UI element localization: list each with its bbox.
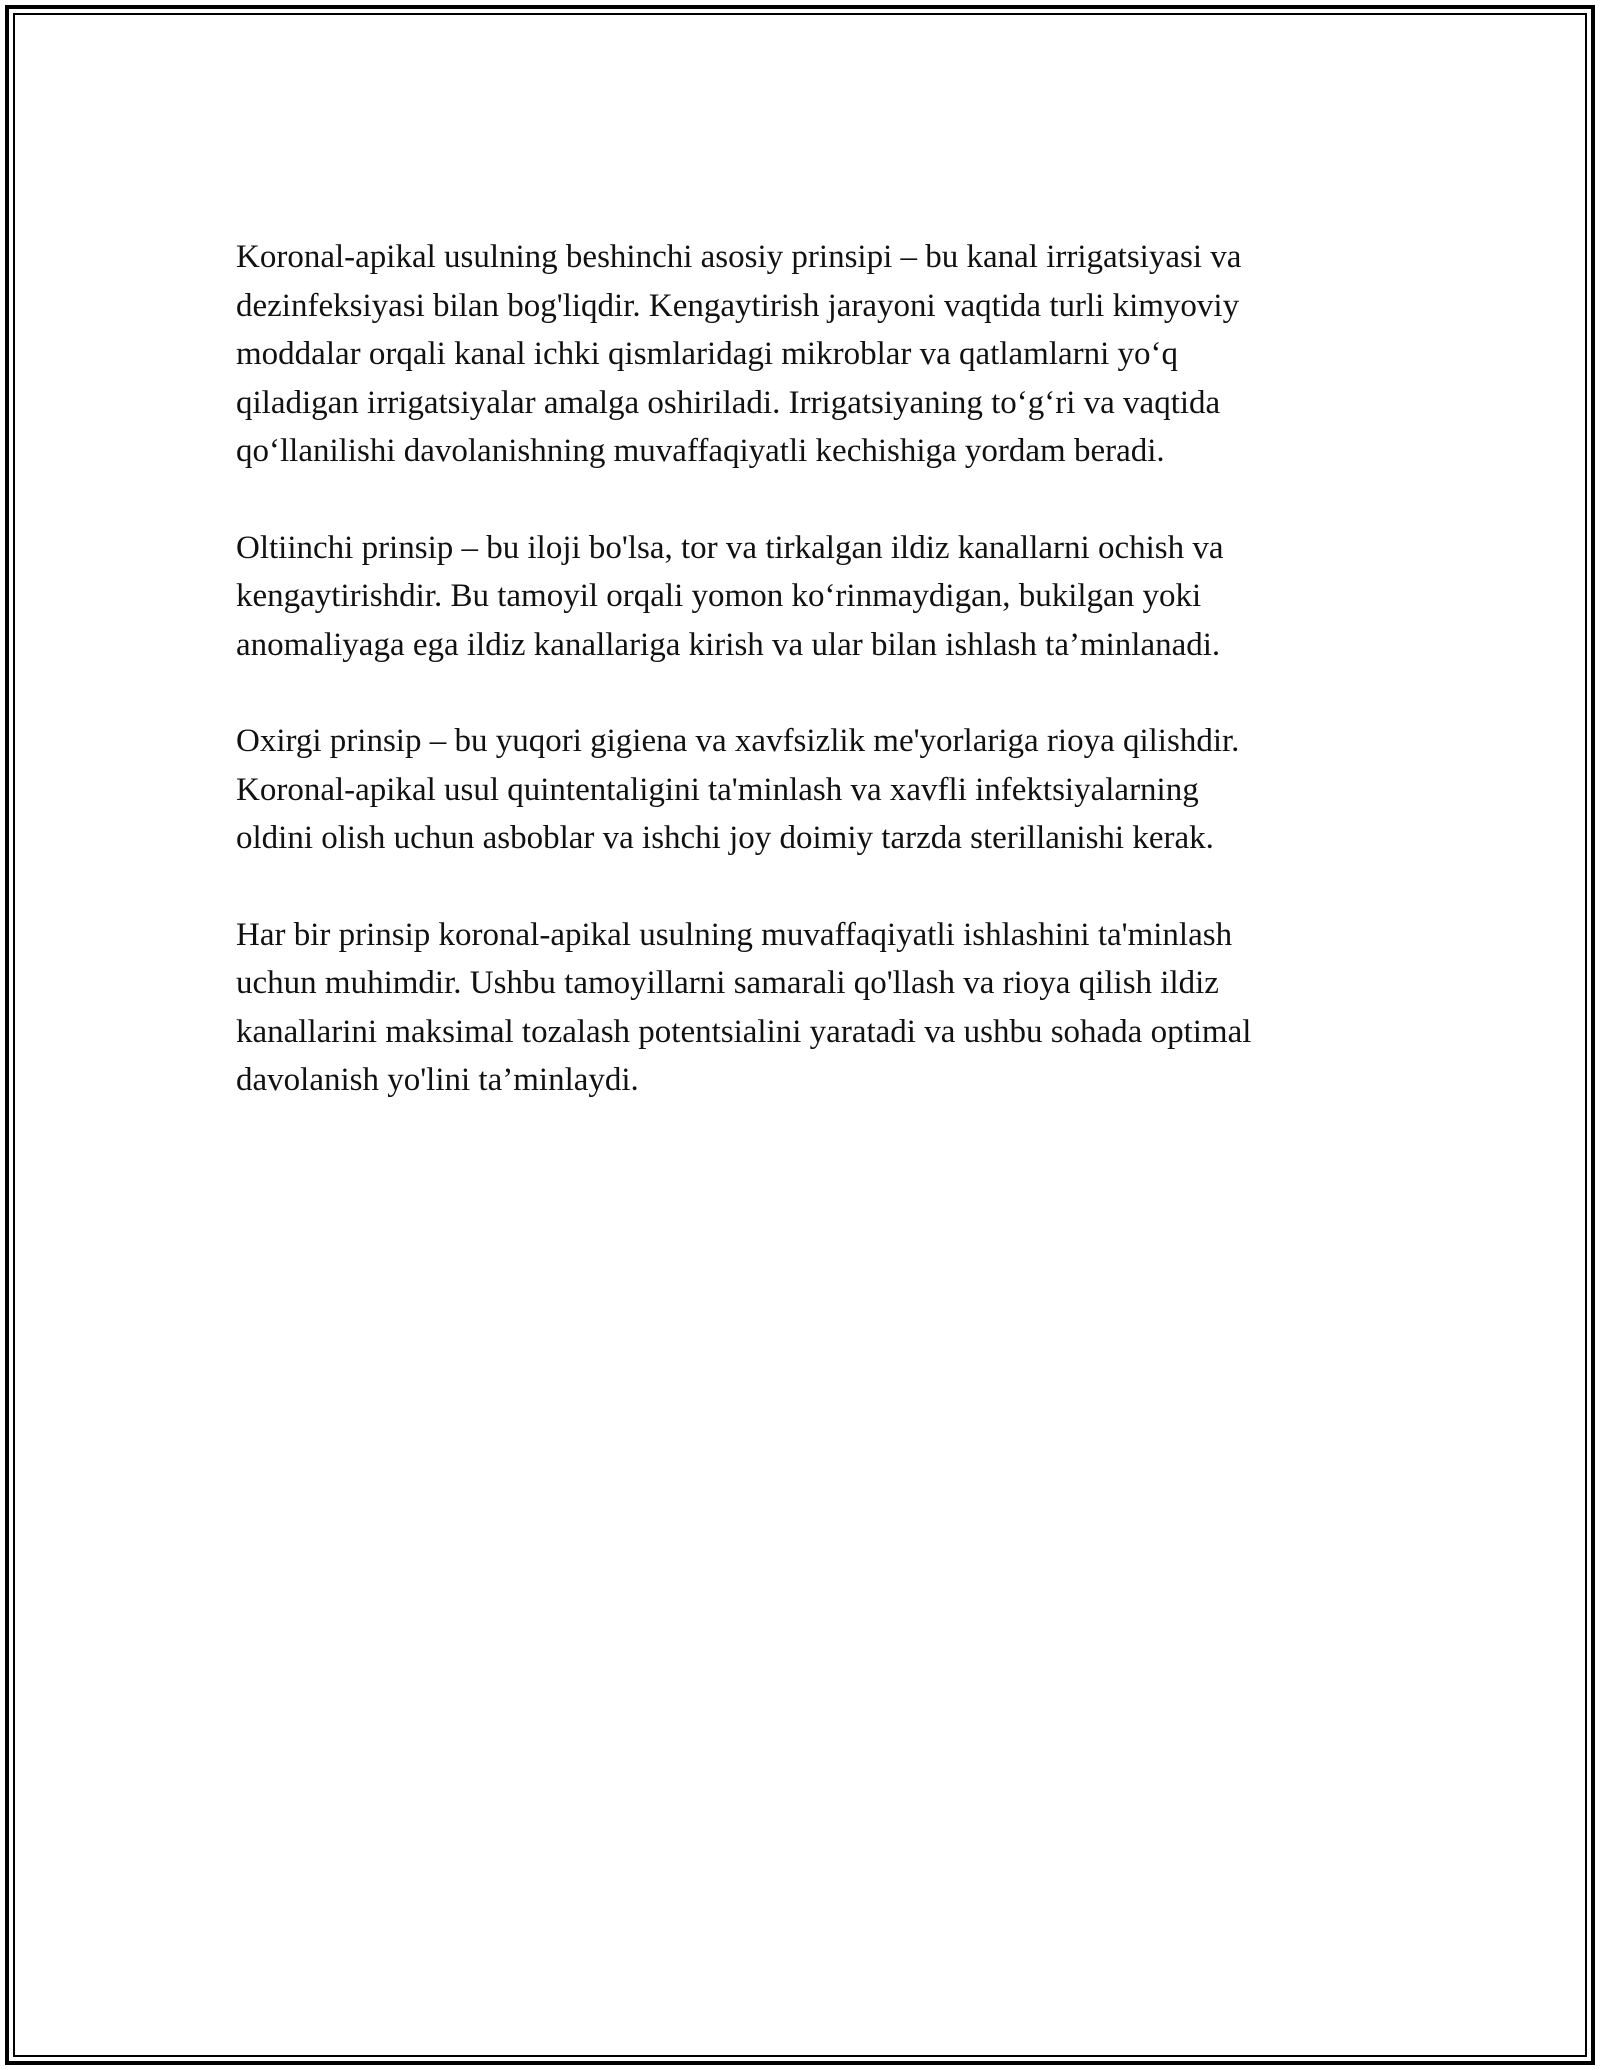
text-line: Oltiinchi prinsip – bu iloji bo'lsa, tor va tirkalgan ildiz kanallarni ochish va bbox=[236, 529, 1224, 566]
paragraph-conclusion bbox=[236, 911, 1386, 1105]
paragraph-final-principle bbox=[236, 717, 1386, 863]
text-line: davolanish yo'lini ta’minlaydi. bbox=[236, 1062, 639, 1098]
text-line: oldini olish uchun asboblar va ishchi joy doimiy tarzda sterillanishi kerak. bbox=[236, 820, 1214, 856]
text-line: Koronal-apikal usulning beshinchi asosiy prinsipi – bu kanal irrigatsiyasi va bbox=[236, 239, 1242, 275]
text-line: anomaliyaga ega ildiz kanallariga kirish va ular bilan ishlash ta’minlanadi. bbox=[236, 626, 1221, 663]
document-body bbox=[236, 233, 1386, 1153]
text-line: moddalar orqali kanal ichki qismlaridagi mikroblar va qatlamlarni yoʻq bbox=[236, 336, 1179, 372]
paragraph-irrigation bbox=[236, 233, 1386, 476]
text-line: Koronal-apikal usul quintentaligini ta'minlash va xavfli infektsiyalarning bbox=[236, 771, 1199, 808]
text-line: Oxirgi prinsip – bu yuqori gigiena va xavfsizlik me'yorlariga rioya qilishdir. bbox=[236, 723, 1240, 759]
text-line: kengaytirishdir. Bu tamoyil orqali yomon koʻrinmaydigan, bukilgan yoki bbox=[236, 578, 1202, 614]
text-line: kanallarini maksimal tozalash potentsialini yaratadi va ushbu sohada optimal bbox=[236, 1013, 1252, 1050]
text-line: qiladigan irrigatsiyalar amalga oshiriladi. Irrigatsiyaning toʻgʻri va vaqtida bbox=[236, 384, 1221, 421]
paragraph-sixth-principle bbox=[236, 524, 1386, 670]
text-line: uchun muhimdir. Ushbu tamoyillarni samarali qo'llash va rioya qilish ildiz bbox=[236, 965, 1219, 1001]
text-line: dezinfeksiyasi bilan bog'liqdir. Kengaytirish jarayoni vaqtida turli kimyoviy bbox=[236, 287, 1240, 324]
text-line: Har bir prinsip koronal-apikal usulning muvaffaqiyatli ishlashini ta'minlash bbox=[236, 916, 1233, 953]
text-line: qoʻllanilishi davolanishning muvaffaqiyatli kechishiga yordam beradi. bbox=[236, 433, 1165, 469]
